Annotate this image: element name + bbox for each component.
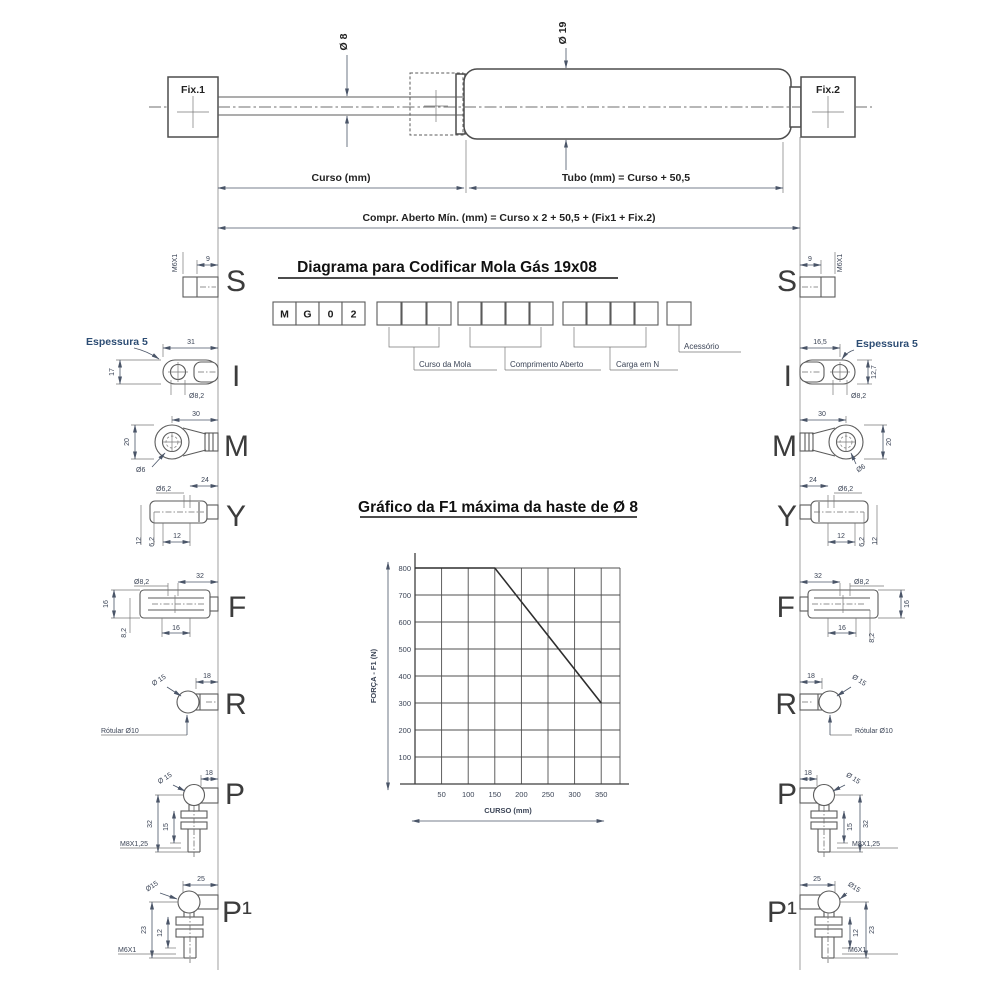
label-carga-em-n: Carga em N: [616, 360, 660, 369]
fitting-left-p1: [118, 876, 218, 963]
dim-y-left-12w: 12: [173, 533, 181, 540]
code-prefix-cells: [273, 302, 365, 325]
dim-m-left-30: 30: [192, 411, 200, 418]
fitting-right-p: [800, 770, 898, 857]
dim-p1-left-25: 25: [197, 876, 205, 883]
dim-m-right-20: 20: [886, 438, 893, 446]
xtick-300: 300: [568, 790, 581, 799]
note-rotular-left: Rótular Ø10: [101, 728, 139, 735]
fitting-letters-left: [222, 265, 252, 929]
dim-curso: [218, 172, 464, 188]
fix2-label: Fix.2: [816, 84, 840, 96]
dim-comprimento-aberto: [218, 212, 800, 228]
coding-title: Diagrama para Codificar Mola Gás 19x08: [297, 259, 597, 276]
ytick-700: 700: [398, 591, 411, 600]
note-espessura-left: Espessura 5: [86, 336, 148, 348]
dim-y-right-24: 24: [809, 477, 817, 484]
chart-grid: [415, 568, 620, 784]
dim-y-left-dia: Ø6,2: [156, 486, 172, 493]
dim-s-right-9: 9: [808, 256, 812, 263]
fitting-left-i: [86, 336, 218, 400]
fitting-right-f: [800, 573, 911, 643]
dim-p-right-18: 18: [804, 770, 812, 777]
dim-f-left-16h: 16: [103, 600, 110, 608]
dim-p1-left-23: 23: [141, 926, 148, 934]
fitting-right-r: [800, 673, 893, 735]
dim-y-right-62: 6,2: [859, 537, 866, 547]
dim-s-left-thread: M6X1: [172, 253, 179, 273]
fitting-letter-y-left: Y: [226, 500, 247, 533]
code-group-acessorio: [667, 302, 741, 352]
dim-r-right-18: 18: [807, 673, 815, 680]
tube-body: [464, 69, 791, 139]
fitting-right-i: [800, 338, 918, 400]
dim-i-right-165: 16,5: [813, 339, 827, 346]
dim-r-right-dia: Ø 15: [850, 673, 868, 688]
dim-p1-right-thread: M6X1: [848, 947, 867, 954]
chart-data-line: [415, 568, 601, 703]
coding-diagram: [273, 259, 741, 370]
dim-f-left-dia: Ø8,2: [134, 579, 150, 586]
chart-y-tick-labels: [398, 564, 411, 762]
dim-p-left-15: 15: [163, 823, 170, 831]
dim-p-left-32: 32: [147, 820, 154, 828]
dim-i-right-127: 12,7: [871, 365, 878, 379]
fitting-right-s: [800, 252, 844, 297]
dim-curso-label: Curso (mm): [311, 172, 371, 184]
ytick-600: 600: [398, 618, 411, 627]
ytick-300: 300: [398, 699, 411, 708]
fitting-right-y: [800, 477, 879, 547]
fitting-letter-r-right: R: [775, 688, 797, 721]
fitting-letters-right: [767, 265, 797, 929]
dim-r-left-dia: Ø 15: [150, 673, 168, 688]
force-chart: [358, 499, 638, 821]
dim-y-left-12h: 12: [136, 537, 143, 545]
dim-tubo-label: Tubo (mm) = Curso + 50,5: [561, 172, 691, 184]
dim-p1-left-dia: Ø15: [144, 880, 160, 894]
dim-y-right-dia: Ø6,2: [838, 486, 854, 493]
dim-m-left-dia: Ø6: [136, 467, 146, 474]
fitting-left-r: [101, 673, 218, 735]
dim-f-right-32: 32: [814, 573, 822, 580]
dim-p1-right-12: 12: [853, 929, 860, 937]
fitting-letter-m-left: M: [224, 430, 249, 463]
fitting-left-f: [103, 573, 218, 638]
dim-y-right-12w: 12: [837, 533, 845, 540]
fitting-letter-p-right: P: [776, 778, 797, 811]
fitting-left-s: [172, 252, 218, 297]
fitting-left-p: [120, 770, 218, 857]
dim-p-left-dia: Ø 15: [156, 771, 174, 786]
dim-p-right-dia: Ø 15: [844, 771, 862, 786]
fitting-letter-s-left: S: [226, 265, 247, 298]
dim-y-left-62: 6,2: [149, 537, 156, 547]
dim-f-right-16h: 16: [904, 600, 911, 608]
rod-diameter-callout: [338, 33, 350, 147]
ytick-100: 100: [398, 753, 411, 762]
fitting-letter-y-right: Y: [776, 500, 797, 533]
fitting-right-p1: [800, 876, 898, 963]
dim-p1-right-23: 23: [869, 926, 876, 934]
dim-p-right-32: 32: [863, 820, 870, 828]
assembly-drawing: [149, 21, 872, 970]
fitting-letter-f-left: F: [228, 591, 247, 624]
dim-f-left-16w: 16: [172, 625, 180, 632]
ytick-800: 800: [398, 564, 411, 573]
dim-s-left-9: 9: [206, 256, 210, 263]
ytick-200: 200: [398, 726, 411, 735]
dim-m-right-dia: Ø6: [855, 463, 868, 475]
fix1-label: Fix.1: [181, 84, 205, 96]
fitting-letter-p1-left: P¹: [222, 896, 252, 929]
dim-f-right-82: 8,2: [869, 633, 876, 643]
dim-i-right-dia: Ø8,2: [851, 393, 867, 400]
fitting-letter-i-left: I: [232, 360, 241, 393]
dim-p1-left-thread: M6X1: [118, 947, 137, 954]
dim-p-left-18: 18: [205, 770, 213, 777]
dim-r-left-18: 18: [203, 673, 211, 680]
fitting-left-y: [136, 477, 218, 547]
fitting-letter-i-right: I: [783, 360, 792, 393]
label-comprimento-aberto: Comprimento Aberto: [510, 360, 584, 369]
rod-diameter-label: Ø 8: [338, 33, 350, 51]
dim-f-right-dia: Ø8,2: [854, 579, 870, 586]
dim-m-right-30: 30: [818, 411, 826, 418]
ytick-500: 500: [398, 645, 411, 654]
ytick-400: 400: [398, 672, 411, 681]
fitting-letter-s-right: S: [776, 265, 797, 298]
fitting-letter-m-right: M: [772, 430, 797, 463]
xtick-250: 250: [541, 790, 555, 799]
dim-m-left-20: 20: [124, 438, 131, 446]
dim-p-left-thread: M8X1,25: [120, 841, 149, 848]
dim-y-right-12h: 12: [872, 537, 879, 545]
dim-i-left-17: 17: [109, 368, 116, 376]
label-curso-da-mola: Curso da Mola: [419, 360, 472, 369]
dim-p-right-thread: M8X1,25: [852, 841, 881, 848]
dim-p-right-15: 15: [847, 823, 854, 831]
code-cell-2: 2: [350, 308, 357, 321]
label-acessorio: Acessório: [684, 342, 720, 351]
fitting-letter-r-left: R: [225, 688, 247, 721]
xtick-100: 100: [461, 790, 475, 799]
code-cell-m: M: [280, 308, 289, 321]
fitting-left-m: [124, 411, 218, 474]
dim-f-right-16w: 16: [838, 625, 846, 632]
dim-comprimento-label: Compr. Aberto Mín. (mm) = Curso x 2 + 50,5 + (Fix1 + Fix.2): [362, 212, 656, 224]
chart-xlabel: CURSO (mm): [484, 806, 532, 815]
tube-diameter-label: Ø 19: [557, 21, 569, 45]
xtick-150: 150: [488, 790, 502, 799]
dim-f-left-32: 32: [196, 573, 204, 580]
dim-i-left-31: 31: [187, 339, 195, 346]
note-espessura-right: Espessura 5: [856, 338, 918, 350]
fitting-letter-f-right: F: [776, 591, 795, 624]
note-rotular-right: Rótular Ø10: [855, 728, 893, 735]
code-cell-0: 0: [327, 308, 334, 321]
piston-dashed-box: [410, 73, 463, 135]
dim-y-left-24: 24: [201, 477, 209, 484]
dim-tubo: [469, 172, 783, 188]
dim-s-right-thread: M6X1: [837, 253, 844, 273]
chart-x-tick-labels: [437, 790, 607, 799]
xtick-350: 350: [594, 790, 608, 799]
code-cell-g: G: [303, 308, 312, 321]
fitting-right-m: [800, 411, 893, 474]
xtick-50: 50: [437, 790, 446, 799]
fitting-letter-p1-right: P¹: [767, 896, 797, 929]
dim-f-left-82: 8,2: [121, 628, 128, 638]
chart-ylabel: FORÇA - F1 (N): [369, 648, 378, 704]
fitting-letter-p-left: P: [225, 778, 246, 811]
dim-p1-right-dia: Ø15: [846, 881, 862, 895]
chart-title: Gráfico da F1 máxima da haste de Ø 8: [358, 499, 638, 516]
dim-p1-right-25: 25: [813, 876, 821, 883]
dim-i-left-dia: Ø8,2: [189, 393, 205, 400]
dim-p1-left-12: 12: [157, 929, 164, 937]
xtick-200: 200: [515, 790, 528, 799]
